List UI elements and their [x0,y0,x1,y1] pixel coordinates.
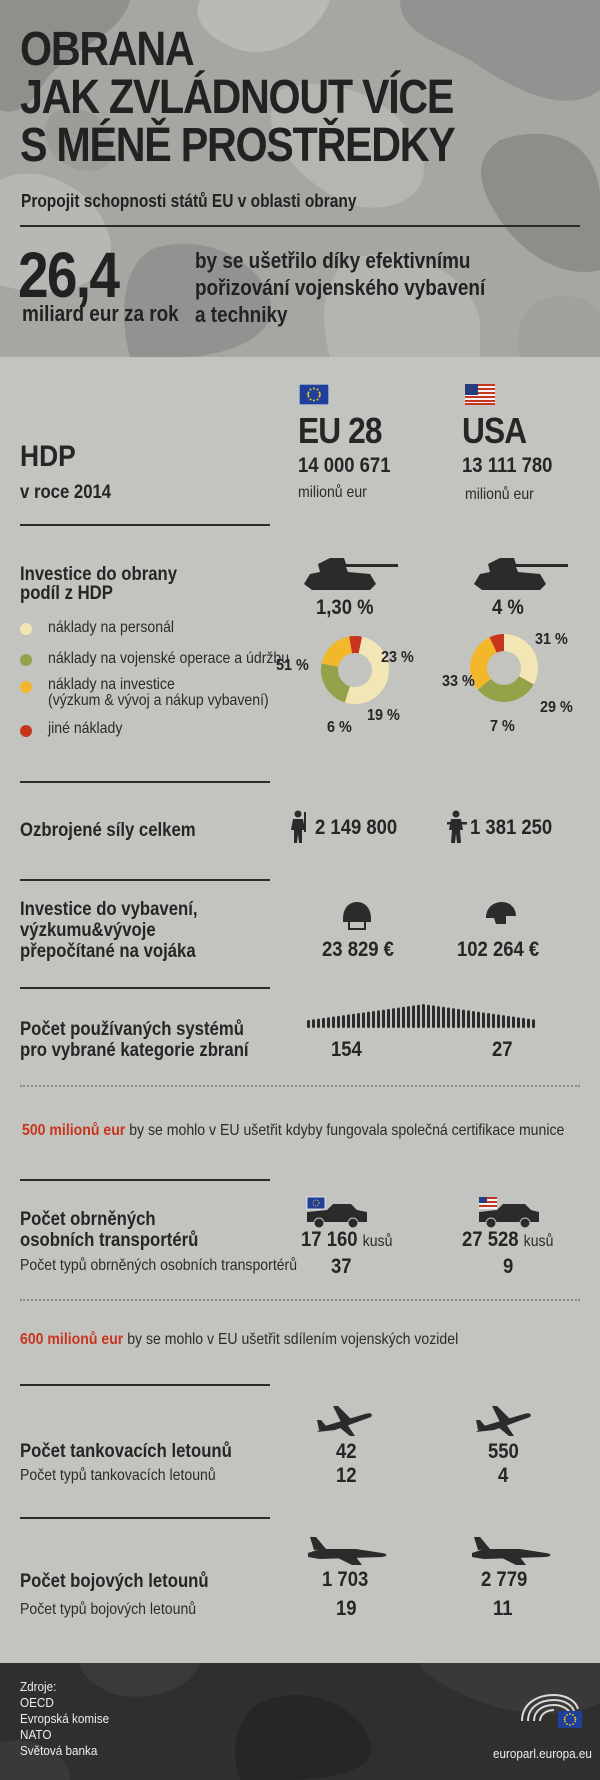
apc-title-2: osobních transportérů [20,1230,199,1251]
bullet-icon [397,1007,400,1028]
source-item: NATO [20,1727,52,1742]
usa-forces-value: 1 381 250 [470,816,553,839]
bullet-icon [392,1008,395,1028]
eu-pct-investment: 19 % [367,707,400,724]
usa-pct-operations: 31 % [535,631,568,648]
usa-apc-unit: kusů [523,1233,554,1250]
divider [20,1517,270,1519]
eu-fighters-types: 19 [336,1597,357,1620]
bullet-icon [437,1006,440,1028]
eu-gdp-value: 14 000 671 [298,454,391,477]
eu-apc-count: 17 160 [301,1228,358,1251]
bullet-icon [482,1012,485,1028]
eu-donut-slice-2 [322,636,352,666]
source-item: Evropská komise [20,1711,110,1726]
systems-title-2: pro vybrané kategorie zbraní [20,1040,249,1061]
vehicles-note [20,1331,458,1349]
legend-dot-other [20,725,32,737]
legend-personnel: náklady na personál [48,619,175,636]
usa-tankers-types: 4 [498,1464,509,1487]
usa-flag-icon [465,384,495,405]
vehicles-note-highlight: 600 milionů eur [20,1331,124,1348]
usa-apc-types: 9 [503,1255,514,1278]
dotted-divider [20,1085,580,1087]
helmet-icon [484,900,518,930]
eu-pct-personnel: 51 % [276,657,309,674]
tanker-aircraft-icon [474,1402,534,1442]
eu-tankers-types: 12 [336,1464,357,1487]
usa-tankers-value: 550 [488,1440,519,1463]
armored-vehicle-icon [305,1196,370,1230]
eu-pct-other: 6 % [327,719,352,736]
bullet-icon [487,1013,490,1028]
bullet-icon [467,1010,470,1028]
eu-systems-value: 154 [331,1038,362,1061]
bullet-icon [447,1007,450,1028]
bullet-icon [492,1014,495,1028]
eu-spending-donut [320,635,390,705]
subtitle: Propojit schopnosti států EU v oblasti obrany [21,191,357,211]
tanker-aircraft-icon [315,1402,375,1442]
gdp-subtitle: v roce 2014 [20,482,112,503]
footer-url-link[interactable]: europarl.europa.eu [493,1746,592,1761]
eu-defense-share: 1,30 % [316,596,374,619]
equipment-title-3: přepočítané na vojáka [20,941,196,962]
eu-tankers-value: 42 [336,1440,357,1463]
european-parliament-logo-icon [518,1691,584,1733]
bullet-icon [472,1011,475,1028]
eu-apc-value [301,1228,392,1252]
bullet-icon [372,1011,375,1028]
bullet-icon [522,1018,525,1028]
usa-equipment-value: 102 264 € [457,938,540,961]
divider [20,987,270,989]
divider [20,524,270,526]
dotted-divider [20,1299,580,1301]
usa-pct-personnel: 33 % [442,673,475,690]
eu-donut-slice-1 [321,663,350,702]
defense-title-2: podíl z HDP [20,583,113,604]
footer [0,1663,600,1780]
usa-apc-value [462,1228,553,1252]
divider [20,1384,270,1386]
equipment-title-2: výzkumu&vývoje [20,920,156,941]
tank-icon [300,554,400,594]
bullet-icon [387,1009,390,1028]
tankers-title: Počet tankovacích letounů [20,1441,232,1462]
source-item: OECD [20,1695,54,1710]
gdp-title: HDP [20,440,76,473]
legend-dot-investment [20,681,32,693]
usa-gdp-unit: milionů eur [465,486,534,503]
usa-fighters-value: 2 779 [481,1568,528,1591]
soldier-icon [288,810,310,844]
savings-unit: miliard eur za rok [22,301,179,326]
bullet-icon [527,1019,530,1028]
bullet-icon [382,1010,385,1028]
bullet-icon [427,1005,430,1028]
savings-value: 26,4 [18,239,119,311]
equipment-title-1: Investice do vybavení, [20,899,198,920]
savings-desc-1: by se ušetřilo díky efektivnímu [195,248,471,273]
bullet-icon [517,1017,520,1028]
bullet-icon [422,1004,425,1028]
fighters-title: Počet bojových letounů [20,1571,209,1592]
usa-apc-count: 27 528 [462,1228,519,1251]
bullet-icon [497,1014,500,1028]
eu-equipment-value: 23 829 € [322,938,394,961]
bullet-icon [377,1010,380,1028]
usa-pct-other: 7 % [490,718,515,735]
usa-pct-investment: 29 % [540,699,573,716]
tank-icon [470,554,570,594]
bullet-icon [442,1007,445,1028]
ammo-note-highlight: 500 milionů eur [22,1122,126,1139]
usa-defense-share: 4 % [492,596,524,619]
title-line-2: JAK ZVLÁDNOUT VÍCE [20,71,454,124]
helmet-icon [340,899,374,933]
header-banner [0,0,600,357]
bullet-icon [332,1017,335,1028]
ammo-note [22,1122,564,1140]
sources-title: Zdroje: [20,1679,57,1694]
legend-operations: náklady na vojenské operace a údržbu [48,650,290,667]
apc-title-1: Počet obrněných [20,1209,156,1230]
vehicles-note-text: by se mohlo v EU ušetřit sdílením vojenských vozidel [123,1331,459,1348]
bullet-icon [502,1015,505,1028]
usa-label: USA [462,410,527,451]
eu-flag-icon [299,384,329,405]
legend-other: jiné náklady [48,720,123,737]
bullet-icon [352,1014,355,1028]
bullet-icon [312,1019,315,1028]
eu-fighters-value: 1 703 [322,1568,369,1591]
legend-investment: náklady na investice [48,676,175,693]
usa-donut-slice-0 [504,634,538,684]
divider [20,781,270,783]
forces-title: Ozbrojené síly celkem [20,820,196,841]
eu-forces-value: 2 149 800 [315,816,398,839]
divider [20,1179,270,1181]
bullet-icon [507,1016,510,1028]
tankers-types-label: Počet typů tankovacích letounů [20,1467,216,1484]
bullet-icon [457,1009,460,1028]
bullet-icon [367,1012,370,1028]
title-line-1: OBRANA [20,23,194,76]
eu-gdp-unit: milionů eur [298,484,367,501]
bullet-icon [342,1015,345,1028]
usa-systems-value: 27 [492,1038,513,1061]
bullet-icon [477,1012,480,1028]
legend-dot-operations [20,654,32,666]
header-rule [20,225,580,227]
savings-desc-3: a techniky [195,302,288,327]
bullet-icon [432,1005,435,1028]
title-line-3: S MÉNĚ PROSTŘEDKY [20,119,455,172]
bullet-icon [362,1012,365,1028]
bullet-icon [417,1005,420,1028]
defense-title-1: Investice do obrany [20,564,178,585]
ammunition-icon-row [305,1002,537,1028]
bullet-icon [322,1018,325,1028]
bullet-icon [357,1013,360,1028]
bullet-icon [317,1019,320,1028]
eu-label: EU 28 [298,410,382,451]
bullet-icon [327,1017,330,1028]
eu-apc-types: 37 [331,1255,352,1278]
savings-desc-2: pořizování vojenského vybavení [195,275,486,300]
usa-spending-donut [469,633,539,703]
bullet-icon [462,1010,465,1028]
armored-vehicle-icon [477,1196,542,1230]
eu-pct-operations: 23 % [381,649,414,666]
divider [20,879,270,881]
bullet-icon [402,1007,405,1028]
bullet-icon [412,1005,415,1028]
bullet-icon [452,1008,455,1028]
usa-fighters-types: 11 [493,1597,513,1620]
bullet-icon [337,1016,340,1028]
bullet-icon [307,1020,310,1028]
eu-apc-unit: kusů [362,1233,393,1250]
legend-dot-personnel [20,623,32,635]
bullet-icon [532,1019,535,1028]
soldier-icon [445,810,467,844]
ammo-note-text: by se mohlo v EU ušetřit kdyby fungovala společná certifikace munice [125,1122,565,1139]
fighter-jet-icon [306,1535,391,1567]
systems-title-1: Počet používaných systémů [20,1019,244,1040]
fighters-types-label: Počet typů bojových letounů [20,1601,197,1618]
apc-types-label: Počet typů obrněných osobních transportérů [20,1257,298,1274]
legend-investment-detail: (výzkum & vývoj a nákup vybavení) [48,692,269,709]
bullet-icon [407,1006,410,1028]
bullet-icon [347,1014,350,1028]
source-item: Světová banka [20,1743,98,1758]
fighter-jet-icon [470,1535,555,1567]
bullet-icon [512,1017,515,1028]
usa-gdp-value: 13 111 780 [462,454,553,477]
